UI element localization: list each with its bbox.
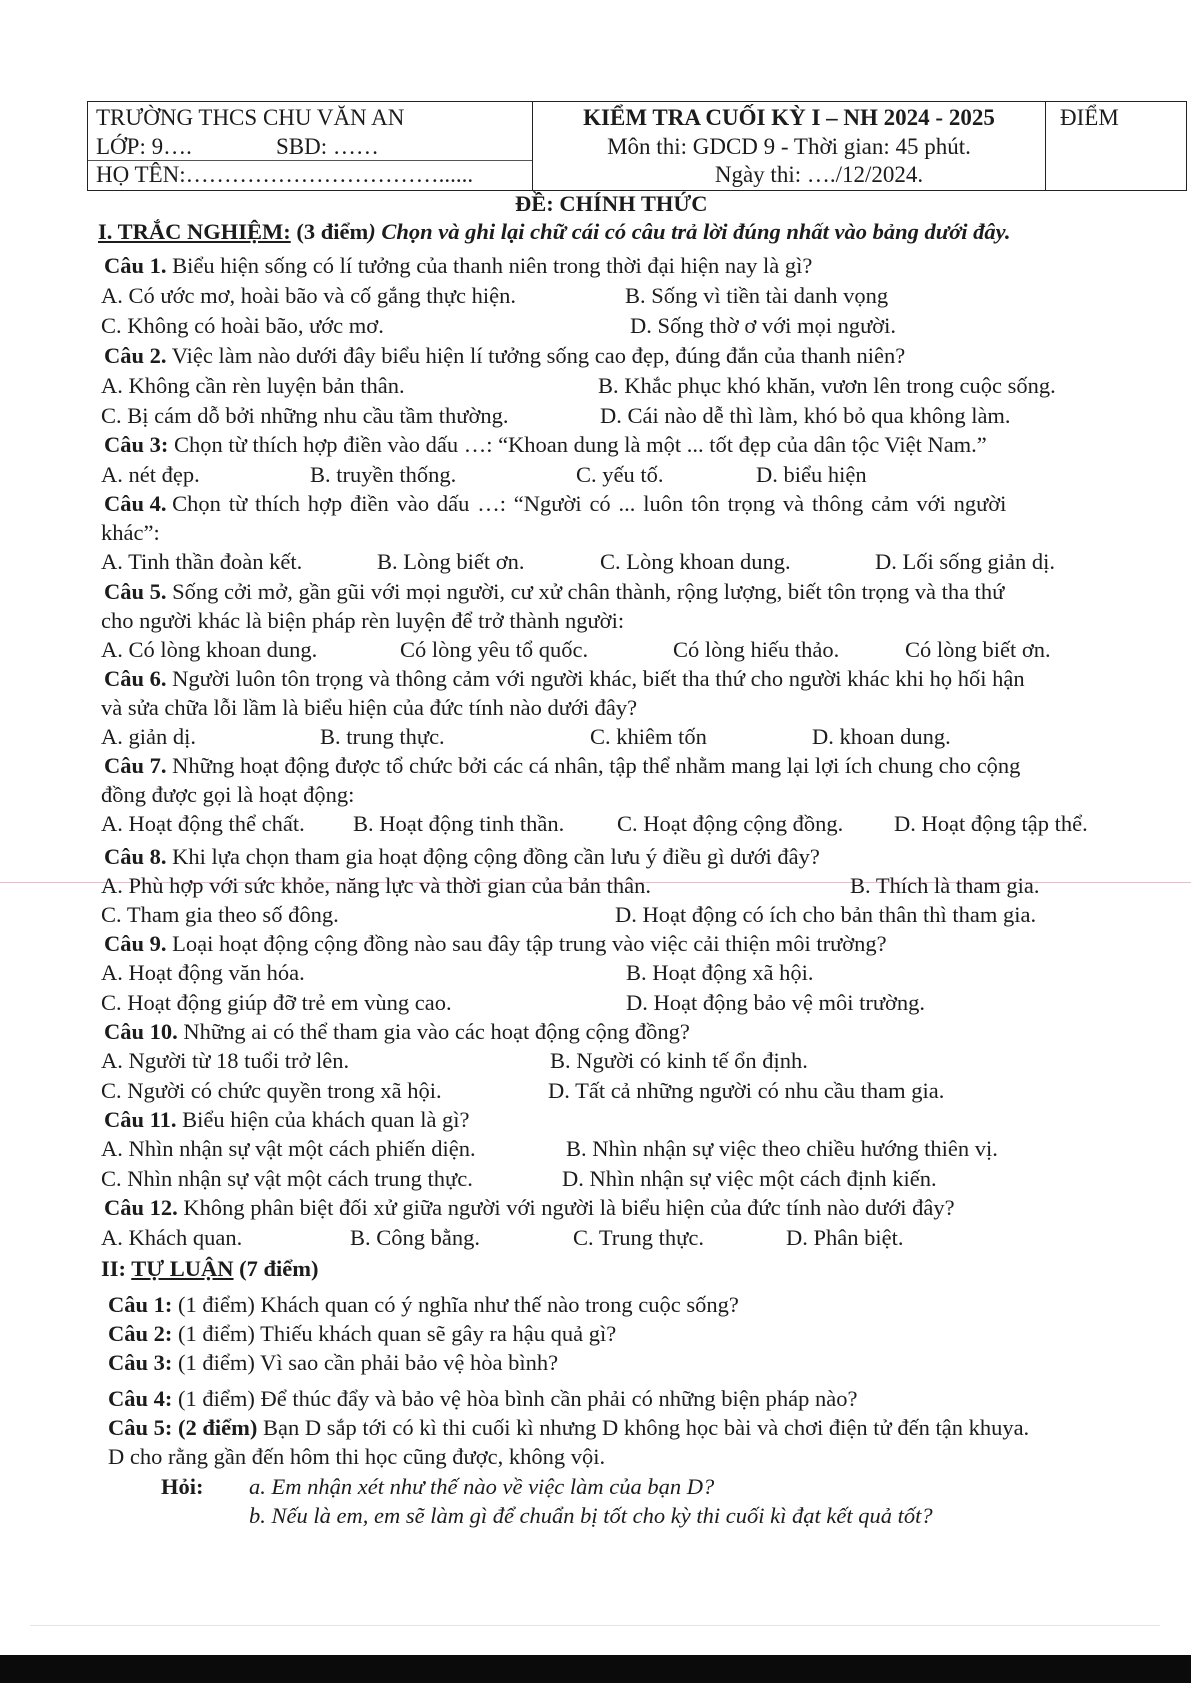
option-c: C. Nhìn nhận sự vật một cách trung thực. <box>101 1166 473 1191</box>
option-d: D. Hoạt động bảo vệ môi trường. <box>626 990 926 1015</box>
option-b: B. truyền thống. <box>310 462 457 487</box>
question-text: Biểu hiện sống có lí tưởng của thanh niên trong thời đại hiện nay là gì? <box>172 253 813 278</box>
exam-info-cell <box>533 102 1046 190</box>
option-c: C. yếu tố. <box>576 462 664 487</box>
scan-border <box>0 1655 1191 1683</box>
question-text: Những ai có thể tham gia vào các hoạt động cộng đồng? <box>183 1019 690 1044</box>
question-label: Câu 2. <box>104 343 167 368</box>
question-11 <box>104 1106 470 1133</box>
question-text: Việc làm nào dưới đây biểu hiện lí tưởng sống cao đẹp, đúng đắn của thanh niên? <box>171 343 906 368</box>
option-c: C. khiêm tốn <box>590 724 707 749</box>
question-5-cont: cho người khác là biện pháp rèn luyện để trở thành người: <box>101 608 625 633</box>
option-d: D. Cái nào dễ thì làm, khó bỏ qua không làm. <box>600 403 1011 428</box>
option-c: C. Lòng khoan dung. <box>600 549 791 574</box>
question-text: Không phân biệt đối xử giữa người với người là biểu hiện của đức tính nào dưới đây? <box>183 1195 955 1220</box>
option-b: B. Lòng biết ơn. <box>377 549 525 574</box>
essay-label: Câu 1: <box>108 1292 173 1317</box>
part2-points: (7 điểm) <box>233 1256 319 1281</box>
question-text: Chọn từ thích hợp điền vào dấu …: “Khoan dung là một ... tốt đẹp của dân tộc Việt Nam.” <box>174 432 987 457</box>
essay-question-2 <box>108 1320 616 1347</box>
essay-points: (1 điểm) <box>172 1321 255 1346</box>
essay-question-3 <box>108 1349 558 1376</box>
option-d: D. Hoạt động tập thể. <box>894 811 1088 836</box>
option-b: B. trung thực. <box>320 724 445 749</box>
question-6 <box>104 665 1025 692</box>
question-8 <box>104 843 820 870</box>
option-a: A. Có ước mơ, hoài bão và cố gắng thực hiện. <box>101 283 516 308</box>
option-d: D. Hoạt động có ích cho bản thân thì tham gia. <box>615 902 1037 927</box>
option-d: D. Tất cả những người có nhu cầu tham gia. <box>548 1078 945 1103</box>
option-c: C. Không có hoài bão, ước mơ. <box>101 313 384 338</box>
school-name: TRƯỜNG THCS CHU VĂN AN <box>96 105 405 130</box>
option-c: C. Người có chức quyền trong xã hội. <box>101 1078 442 1103</box>
option-c: C. Bị cám dỗ bởi những nhu cầu tầm thường. <box>101 403 509 428</box>
question-4 <box>104 490 1006 517</box>
score-cell <box>1046 102 1186 190</box>
question-6-cont: và sửa chữa lỗi lầm là biểu hiện của đức tính nào dưới đây? <box>101 695 638 720</box>
essay-question-5-cont: D cho rằng gần đến hôm thi học cũng được, không vội. <box>108 1444 606 1469</box>
question-text: Người luôn tôn trọng và thông cảm với người khác, biết tha thứ cho người khác khi họ hối hận <box>172 666 1025 691</box>
option-c: C. Tham gia theo số đông. <box>101 902 339 927</box>
essay-points: (2 điểm) <box>172 1415 258 1440</box>
option-a: A. Không cần rèn luyện bản thân. <box>101 373 405 398</box>
question-5 <box>104 578 1004 605</box>
question-text: Chọn từ thích hợp điền vào dấu …: “Người có ... luôn tôn trọng và thông cảm với người <box>172 491 1007 516</box>
option-a: A. nét đẹp. <box>101 462 200 487</box>
question-label: Câu 6. <box>104 666 167 691</box>
essay-label: Câu 3: <box>108 1350 173 1375</box>
option-a: A. Tinh thần đoàn kết. <box>101 549 303 574</box>
question-7 <box>104 752 1020 779</box>
part1-instruction: ) Chọn và ghi lại chữ cái có câu trả lời đúng nhất vào bảng dưới đây. <box>368 219 1011 244</box>
essay-text: Bạn D sắp tới có kì thi cuối kì nhưng D không học bài và chơi điện tử đến tận khuya. <box>257 1415 1030 1440</box>
essay-text: Vì sao cần phải bảo vệ hòa bình? <box>254 1350 559 1375</box>
question-7-cont: đồng được gọi là hoạt động: <box>101 782 355 807</box>
question-label: Câu 1. <box>104 253 167 278</box>
option-b: Có lòng yêu tổ quốc. <box>400 637 589 662</box>
question-1 <box>104 252 812 279</box>
option-b: B. Nhìn nhận sự việc theo chiều hướng thiên vị. <box>566 1136 998 1161</box>
official-label: ĐỀ: CHÍNH THỨC <box>515 191 708 216</box>
question-label: Câu 4. <box>104 491 167 516</box>
essay-points: (1 điểm) <box>172 1386 255 1411</box>
question-3 <box>104 431 987 458</box>
option-a: A. giản dị. <box>101 724 196 749</box>
question-text: Biểu hiện của khách quan là gì? <box>182 1107 470 1132</box>
option-d: D. Phân biệt. <box>786 1225 904 1250</box>
student-info-cell <box>88 102 533 190</box>
question-2 <box>104 342 905 369</box>
header-table <box>87 101 1187 191</box>
essay-text: Khách quan có ý nghĩa như thế nào trong cuộc sống? <box>254 1292 739 1317</box>
option-d: D. Lối sống giản dị. <box>875 549 1055 574</box>
option-b: B. Khắc phục khó khăn, vươn lên trong cuộc sống. <box>598 373 1056 398</box>
essay-label: Câu 4: <box>108 1386 173 1411</box>
date-line: Ngày thi: …./12/2024. <box>714 162 924 187</box>
question-label: Câu 9. <box>104 931 167 956</box>
question-10 <box>104 1018 690 1045</box>
option-b: B. Thích là tham gia. <box>850 873 1040 898</box>
option-a: A. Hoạt động thể chất. <box>101 811 305 836</box>
option-b: B. Công bằng. <box>350 1225 481 1250</box>
question-label: Câu 3: <box>104 432 169 457</box>
ask-label: Hỏi: <box>161 1474 204 1499</box>
option-d: D. Nhìn nhận sự việc một cách định kiến. <box>562 1166 937 1191</box>
essay-question-4 <box>108 1385 858 1412</box>
subject-line: Môn thi: GDCD 9 - Thời gian: 45 phút. <box>607 134 971 159</box>
sbd-label: SBD: …… <box>276 134 379 159</box>
question-label: Câu 5. <box>104 579 167 604</box>
question-text: Sống cởi mở, gần gũi với mọi người, cư xử chân thành, rộng lượng, biết tôn trọng và tha thứ <box>172 579 1005 604</box>
essay-text: Thiếu khách quan sẽ gây ra hậu quả gì? <box>254 1321 617 1346</box>
essay-question-5 <box>108 1414 1029 1441</box>
question-label: Câu 8. <box>104 844 167 869</box>
question-text: Những hoạt động được tổ chức bởi các cá nhân, tập thể nhằm mang lại lợi ích chung cho cộng <box>172 753 1021 778</box>
option-b: B. Người có kinh tế ổn định. <box>550 1048 808 1073</box>
question-text: Khi lựa chọn tham gia hoạt động cộng đồng cần lưu ý điều gì dưới đây? <box>172 844 820 869</box>
option-c: Có lòng hiếu thảo. <box>673 637 840 662</box>
option-d: Có lòng biết ơn. <box>905 637 1051 662</box>
question-label: Câu 10. <box>104 1019 178 1044</box>
option-b: B. Sống vì tiền tài danh vọng <box>625 283 889 308</box>
part2-heading <box>101 1255 319 1282</box>
essay-label: Câu 2: <box>108 1321 173 1346</box>
exam-title: KIỂM TRA CUỐI KỲ I – NH 2024 - 2025 <box>583 105 995 130</box>
ask-part-b: b. Nếu là em, em sẽ làm gì để chuẩn bị tốt cho kỳ thi cuối kì đạt kết quả tốt? <box>249 1503 933 1528</box>
essay-text: Để thúc đẩy và bảo vệ hòa bình cần phải có những biện pháp nào? <box>254 1386 858 1411</box>
part2-number: II: <box>101 1256 132 1281</box>
part2-title: TỰ LUẬN <box>131 1256 234 1281</box>
question-label: Câu 11. <box>104 1107 177 1132</box>
option-d: D. Sống thờ ơ với mọi người. <box>630 313 897 338</box>
essay-question-1 <box>108 1291 739 1318</box>
ask-part-a: a. Em nhận xét như thế nào về việc làm của bạn D? <box>249 1474 715 1499</box>
essay-label: Câu 5: <box>108 1415 173 1440</box>
scan-line <box>30 1625 1160 1626</box>
question-label: Câu 7. <box>104 753 167 778</box>
option-a: A. Người từ 18 tuổi trở lên. <box>101 1048 350 1073</box>
option-b: B. Hoạt động xã hội. <box>626 960 814 985</box>
question-12 <box>104 1194 955 1221</box>
part1-title: I. TRẮC NGHIỆM: <box>98 219 291 244</box>
option-a: A. Phù hợp với sức khỏe, năng lực và thời gian của bản thân. <box>101 873 651 898</box>
option-a: A. Có lòng khoan dung. <box>101 637 318 662</box>
name-label: HỌ TÊN:……………………………...... <box>96 162 474 187</box>
option-c: C. Hoạt động cộng đồng. <box>617 811 844 836</box>
score-label: ĐIỂM <box>1060 105 1119 130</box>
question-label: Câu 12. <box>104 1195 178 1220</box>
option-d: D. biểu hiện <box>756 462 867 487</box>
option-c: C. Trung thực. <box>573 1225 704 1250</box>
essay-points: (1 điểm) <box>172 1350 255 1375</box>
part1-heading <box>98 218 1010 245</box>
part1-points: (3 điểm <box>290 219 369 244</box>
option-a: A. Hoạt động văn hóa. <box>101 960 305 985</box>
question-text: Loại hoạt động cộng đồng nào sau đây tập trung vào việc cải thiện môi trường? <box>172 931 887 956</box>
option-a: A. Nhìn nhận sự vật một cách phiến diện. <box>101 1136 476 1161</box>
question-4-cont: khác”: <box>101 520 160 545</box>
divider <box>88 160 532 161</box>
question-9 <box>104 930 887 957</box>
option-b: B. Hoạt động tinh thần. <box>353 811 565 836</box>
essay-points: (1 điểm) <box>172 1292 255 1317</box>
option-a: A. Khách quan. <box>101 1225 243 1250</box>
option-d: D. khoan dung. <box>812 724 951 749</box>
option-c: C. Hoạt động giúp đỡ trẻ em vùng cao. <box>101 990 452 1015</box>
class-label: LỚP: 9…. <box>96 134 192 159</box>
